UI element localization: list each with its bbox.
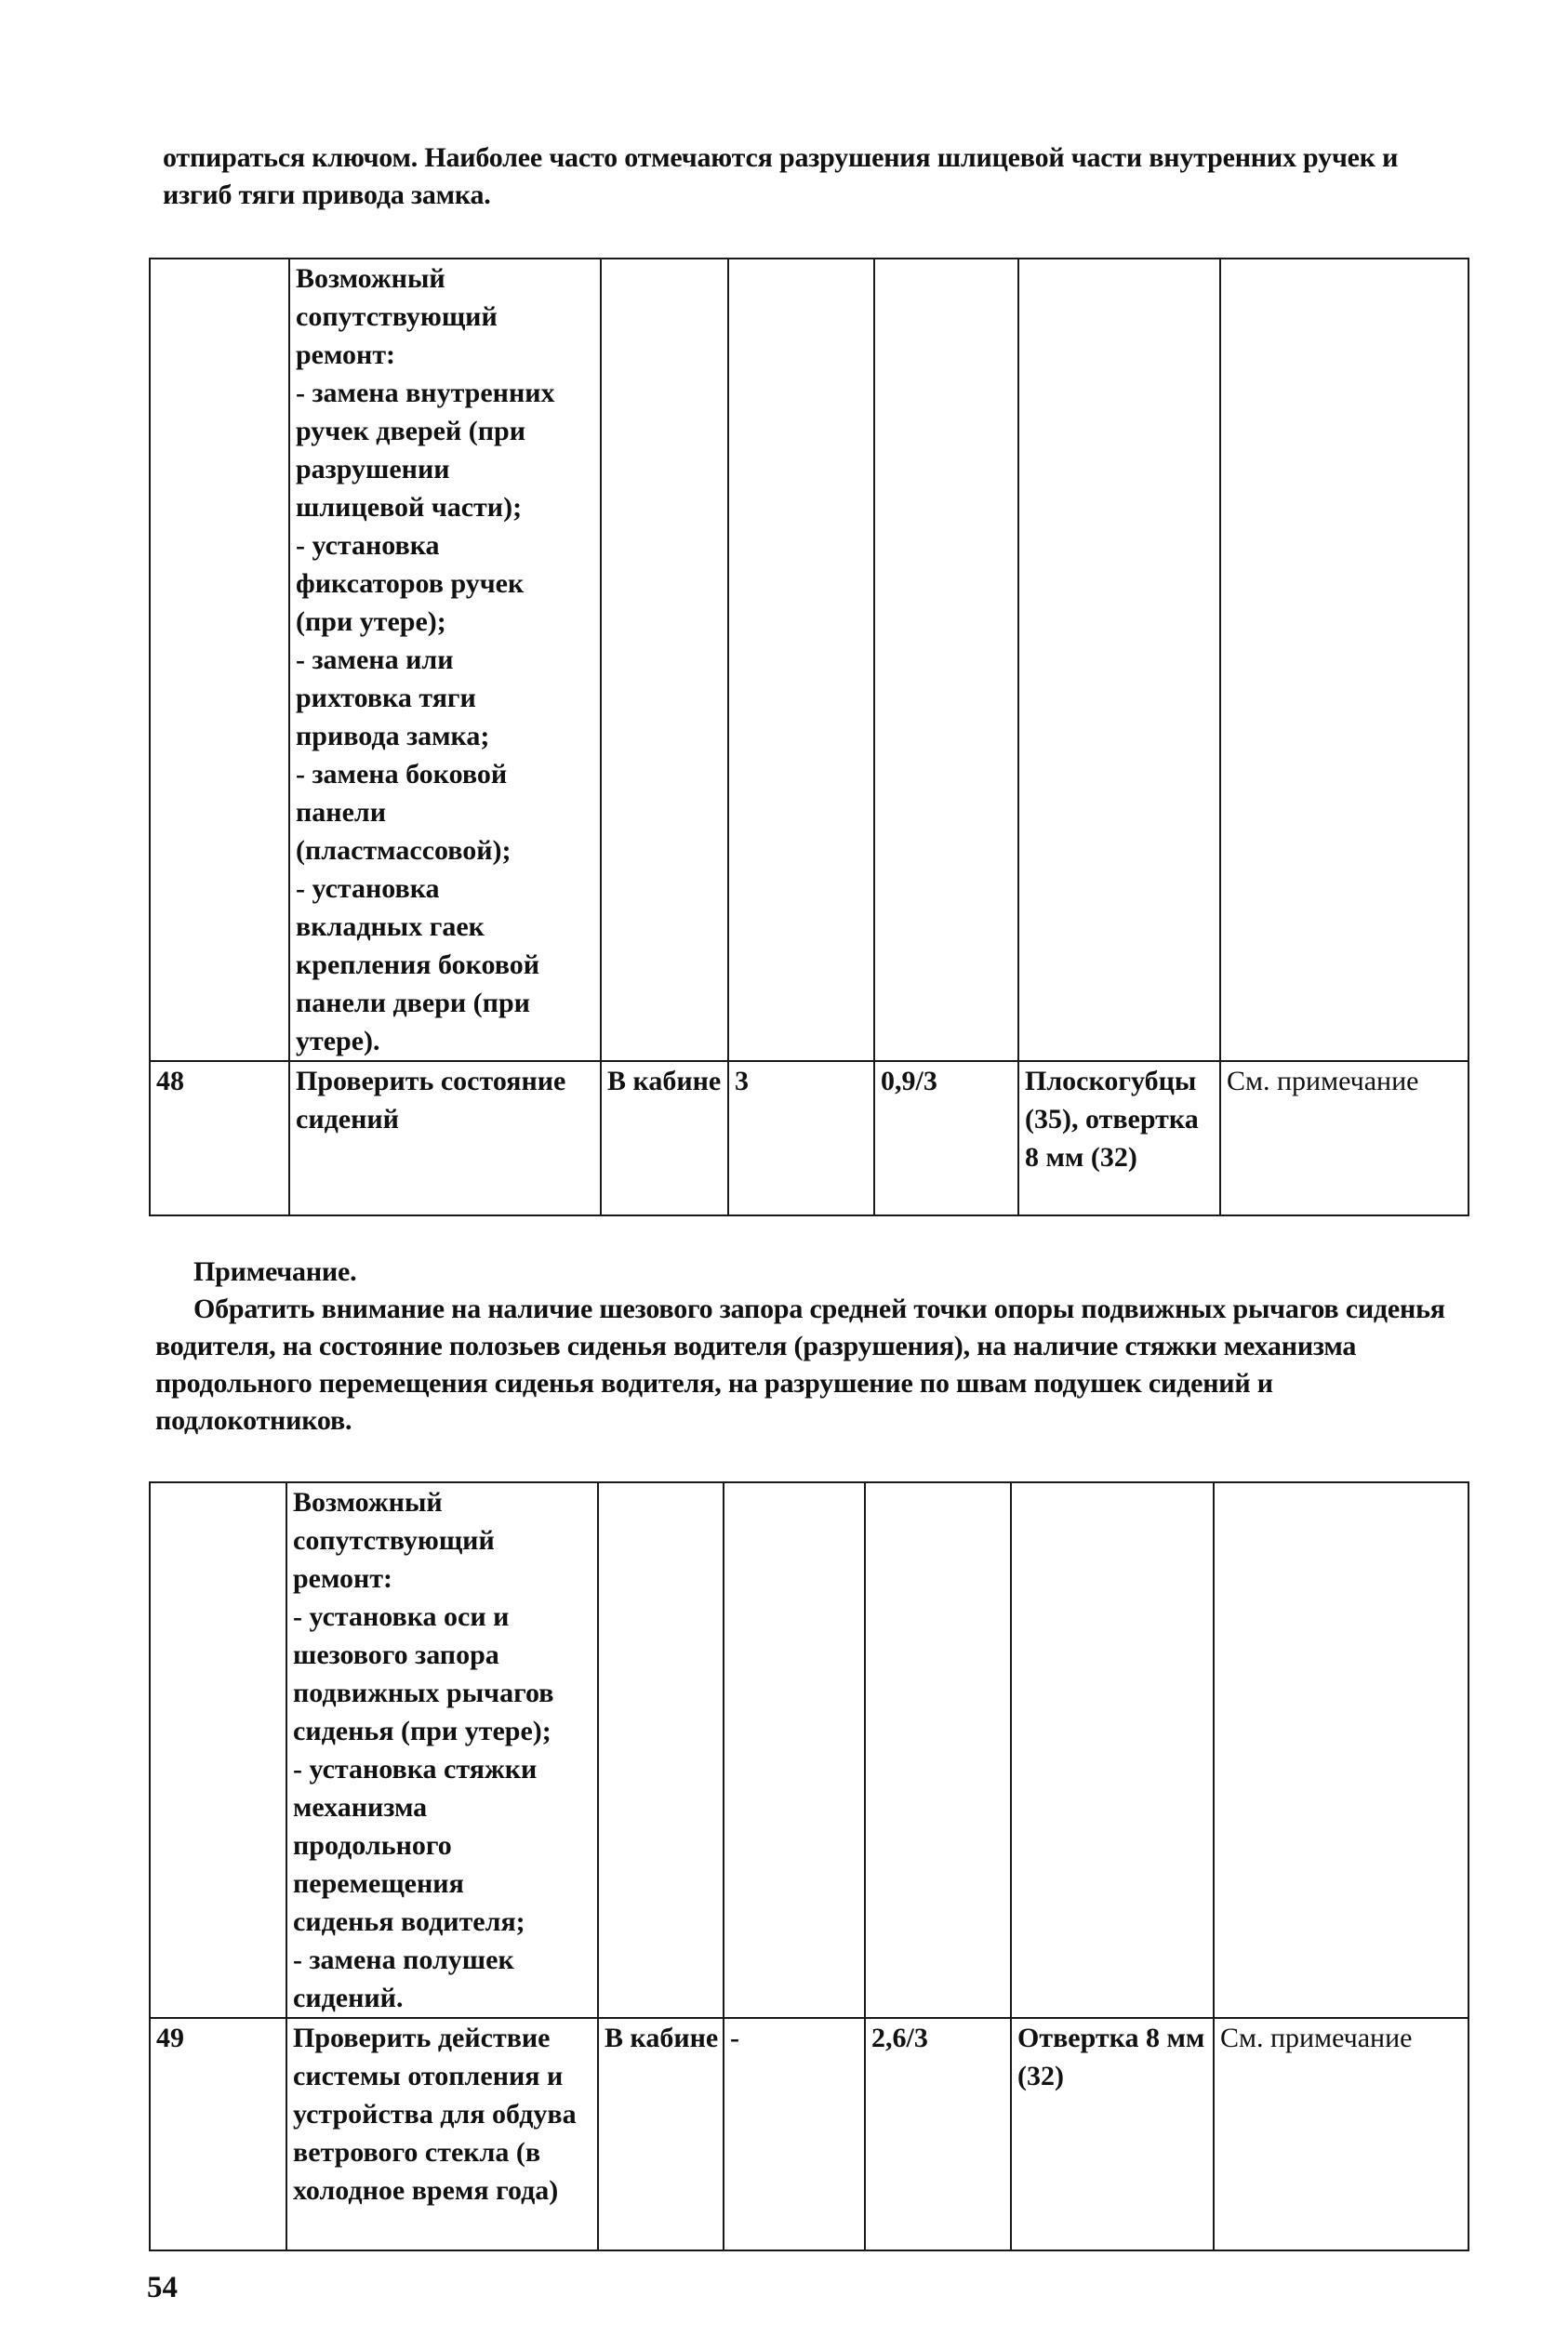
count-cell: 3	[728, 1061, 874, 1215]
repair-list	[296, 259, 596, 1060]
intro-paragraph: отпираться ключом. Наиболее часто отмечаются разрушения шлицевой части внутренних ручек и изгиб тяги привода замка.	[163, 142, 1399, 210]
repair-line: панели двери (при	[296, 988, 530, 1018]
count-cell	[724, 1482, 865, 2018]
repair-line: шезового запора	[293, 1639, 499, 1670]
repair-line: - замена боковой	[296, 759, 508, 790]
repair-line: механизма	[293, 1792, 428, 1823]
location-cell: В кабине	[601, 1061, 728, 1215]
tools-cell: Отвертка 8 мм (32)	[1011, 2018, 1214, 2250]
note-body	[155, 1291, 1457, 1440]
number-cell	[150, 259, 289, 1061]
repair-line: - установка	[296, 873, 440, 904]
repair-line: (пластмассовой);	[296, 835, 512, 866]
table-row	[150, 1482, 1468, 2018]
operation-cell: Проверить состояние сидений	[289, 1061, 601, 1215]
repair-line: ремонт:	[293, 1563, 393, 1594]
repair-cell	[289, 259, 601, 1061]
repair-line: сидений.	[293, 1983, 404, 2013]
repair-line: разрушении	[296, 454, 450, 484]
repair-line: утере).	[296, 1026, 380, 1056]
repair-line: панели	[296, 797, 387, 828]
repair-line: сопутствующий	[296, 301, 498, 332]
location-cell: В кабине	[598, 2018, 724, 2250]
tools-cell	[1011, 1482, 1214, 2018]
page-number: 54	[147, 2271, 178, 2304]
labor-cell	[865, 1482, 1011, 2018]
repair-line: сиденья водителя;	[293, 1906, 525, 1937]
count-cell	[728, 259, 874, 1061]
note-reference: См. примечание	[1214, 2018, 1468, 2250]
repair-list	[293, 1483, 593, 2017]
row-number: 49	[150, 2018, 286, 2250]
repair-line: Возможный	[296, 263, 445, 294]
operation-cell: Проверить действие системы отопления и устройства для обдува ветрового стекла (в холодное время года)	[286, 2018, 598, 2250]
repair-line: Возможный	[293, 1487, 443, 1518]
table-row	[150, 259, 1468, 1061]
repair-line: привода замка;	[296, 721, 490, 751]
number-cell	[150, 1482, 286, 2018]
location-cell	[598, 1482, 724, 2018]
note-text: Обратить внимание на наличие шезового запора средней точки опоры подвижных рычагов сиденья водителя, на состояние полозьев сиденья водителя (разрушения), на наличие стяжки механизма продольного перемещения сиденья водителя, на разрушение по швам подушек сидений и подлокотников.	[155, 1294, 1445, 1436]
maintenance-table-1	[149, 258, 1469, 1216]
table-row	[150, 2018, 1468, 2250]
note-cell	[1220, 259, 1468, 1061]
repair-line: ручек дверей (при	[296, 416, 526, 446]
repair-line: - замена или	[296, 644, 454, 675]
note-cell	[1214, 1482, 1468, 2018]
repair-line: - замена внутренних	[296, 378, 555, 408]
note-title: Примечание.	[193, 1256, 357, 1287]
tools-cell: Плоскогубцы (35), отвертка 8 мм (32)	[1018, 1061, 1220, 1215]
repair-line: - установка	[296, 530, 440, 561]
maintenance-table-2	[149, 1481, 1469, 2251]
repair-line: крепления боковой	[296, 949, 540, 980]
repair-line: - установка оси и	[293, 1601, 510, 1632]
repair-cell	[286, 1482, 598, 2018]
repair-line: рихтовка тяги	[296, 683, 476, 713]
repair-line: - установка стяжки	[293, 1754, 538, 1785]
note-reference: См. примечание	[1220, 1061, 1468, 1215]
repair-line: сиденья (при утере);	[293, 1716, 551, 1746]
labor-cell	[874, 259, 1018, 1061]
repair-line: вкладных гаек	[296, 911, 485, 942]
repair-line: перемещения	[293, 1868, 464, 1899]
repair-line: сопутствующий	[293, 1525, 495, 1556]
table-row	[150, 1061, 1468, 1215]
repair-line: подвижных рычагов	[293, 1678, 554, 1708]
repair-line: фиксаторов ручек	[296, 568, 525, 599]
labor-cell: 0,9/3	[874, 1061, 1018, 1215]
repair-line: - замена полушек	[293, 1944, 514, 1975]
repair-line: (при утере);	[296, 606, 446, 637]
location-cell	[601, 259, 728, 1061]
repair-line: ремонт:	[296, 339, 396, 370]
repair-line: продольного	[293, 1830, 452, 1861]
labor-cell: 2,6/3	[865, 2018, 1011, 2250]
count-cell: -	[724, 2018, 865, 2250]
row-number: 48	[150, 1061, 289, 1215]
tools-cell	[1018, 259, 1220, 1061]
repair-line: шлицевой части);	[296, 492, 523, 523]
